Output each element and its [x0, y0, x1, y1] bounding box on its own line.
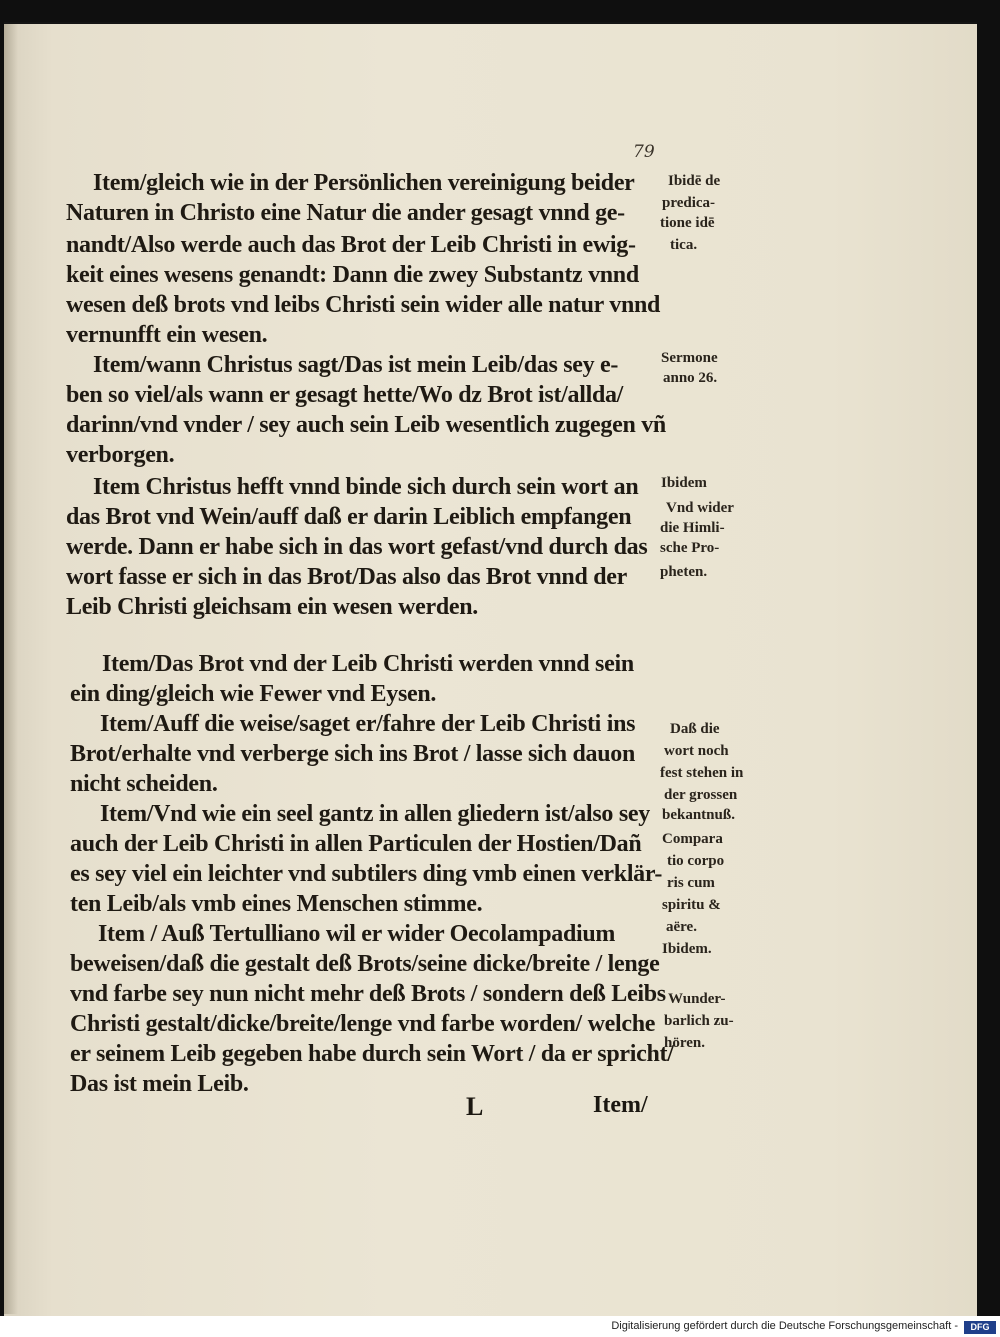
margin-note: Ibidem.	[662, 941, 712, 957]
body-line: Naturen in Christo eine Natur die ander gesagt vnnd ge-	[66, 200, 625, 226]
margin-note: Ibidē de	[668, 173, 721, 189]
margin-note: die Himli-	[660, 520, 725, 536]
body-line: nicht scheiden.	[70, 771, 218, 797]
body-line: Item / Auß Tertulliano wil er wider Oecolampadium	[98, 921, 616, 947]
body-line: ben so viel/als wann er gesagt hette/Wo dz Brot ist/allda/	[66, 382, 624, 408]
margin-note: der grossen	[664, 787, 738, 803]
body-line: Item/wann Christus sagt/Das ist mein Leib/das sey e-	[93, 352, 619, 378]
margin-note: barlich zu-	[664, 1013, 734, 1029]
body-line: er seinem Leib gegeben habe durch sein Wort / da er spricht/	[70, 1041, 674, 1067]
margin-note: predica-	[662, 195, 716, 211]
body-line: nandt/Also werde auch das Brot der Leib Christi in ewig-	[66, 232, 636, 258]
body-line: Item Christus hefft vnnd binde sich durch sein wort an	[93, 474, 639, 500]
body-line: ten Leib/als vmb eines Menschen stimme.	[70, 891, 483, 917]
margin-note: Sermone	[661, 350, 718, 366]
margin-note: anno 26.	[663, 370, 718, 386]
signature-mark: L	[466, 1092, 484, 1121]
body-line: Leib Christi gleichsam ein wesen werden.	[66, 594, 478, 620]
body-line: Item/Das Brot vnd der Leib Christi werden vnnd sein	[102, 651, 634, 677]
body-line: auch der Leib Christi in allen Particulen der Hostien/Dañ	[70, 831, 642, 857]
margin-note: pheten.	[660, 564, 708, 580]
body-line: werde. Dann er habe sich in das wort gefast/vnd durch das	[66, 534, 648, 560]
body-line: Das ist mein Leib.	[70, 1071, 249, 1097]
margin-note: Ibidem	[661, 475, 707, 491]
margin-note: Compara	[662, 831, 723, 847]
dfg-logo: DFG	[964, 1321, 996, 1334]
body-line: wesen deß brots vnd leibs Christi sein wider alle natur vnnd	[66, 292, 661, 318]
body-line: wort fasse er sich in das Brot/Das also das Brot vnnd der	[66, 564, 627, 590]
body-line: Christi gestalt/dicke/breite/lenge vnd farbe worden/ welche	[70, 1011, 656, 1037]
body-line: es sey viel ein leichter vnd subtilers ding vmb einen verklär-	[70, 861, 663, 887]
body-line: das Brot vnd Wein/auff daß er darin Leiblich empfangen	[66, 504, 632, 530]
margin-note: Vnd wider	[666, 500, 734, 516]
margin-note: spiritu &	[662, 897, 721, 913]
body-line: Brot/erhalte vnd verberge sich ins Brot / lasse sich dauon	[70, 741, 636, 767]
catchword: Item/	[593, 1092, 648, 1118]
margin-note: sche Pro-	[660, 540, 720, 556]
margin-note: aëre.	[666, 919, 697, 935]
body-line: Item/gleich wie in der Persönlichen vereinigung beider	[93, 170, 635, 196]
body-line: vernunfft ein wesen.	[66, 322, 268, 348]
margin-note: tica.	[670, 237, 698, 253]
body-line: beweisen/daß die gestalt deß Brots/seine dicke/breite / lenge	[70, 951, 660, 977]
body-line: vnd farbe sey nun nicht mehr deß Brots / sondern deß Leibs	[70, 981, 666, 1007]
margin-note: wort noch	[664, 743, 729, 759]
page-gutter-shadow	[4, 24, 18, 1314]
body-line: darinn/vnd vnder / sey auch sein Leib wesentlich zugegen vñ	[66, 412, 666, 438]
body-line: keit eines wesens genandt: Dann die zwey Substantz vnnd	[66, 262, 639, 288]
margin-note: Wunder-	[668, 991, 726, 1007]
margin-note: bekantnuß.	[662, 807, 735, 823]
margin-note: fest stehen in	[660, 765, 744, 781]
body-line: Item/Vnd wie ein seel gantz in allen gliedern ist/also sey	[100, 801, 650, 827]
body-line: Item/Auff die weise/saget er/fahre der Leib Christi ins	[100, 711, 636, 737]
digitization-credit: Digitalisierung gefördert durch die Deutsche Forschungsgemeinschaft -	[611, 1320, 958, 1332]
margin-note: hören.	[664, 1035, 705, 1051]
page-number: 79	[633, 142, 655, 162]
margin-note: Daß die	[670, 721, 720, 737]
margin-note: tione idē	[660, 215, 715, 231]
margin-note: tio corpo	[667, 853, 725, 869]
body-line: verborgen.	[66, 442, 175, 468]
margin-note: ris cum	[667, 875, 715, 891]
body-line: ein ding/gleich wie Fewer vnd Eysen.	[70, 681, 437, 707]
